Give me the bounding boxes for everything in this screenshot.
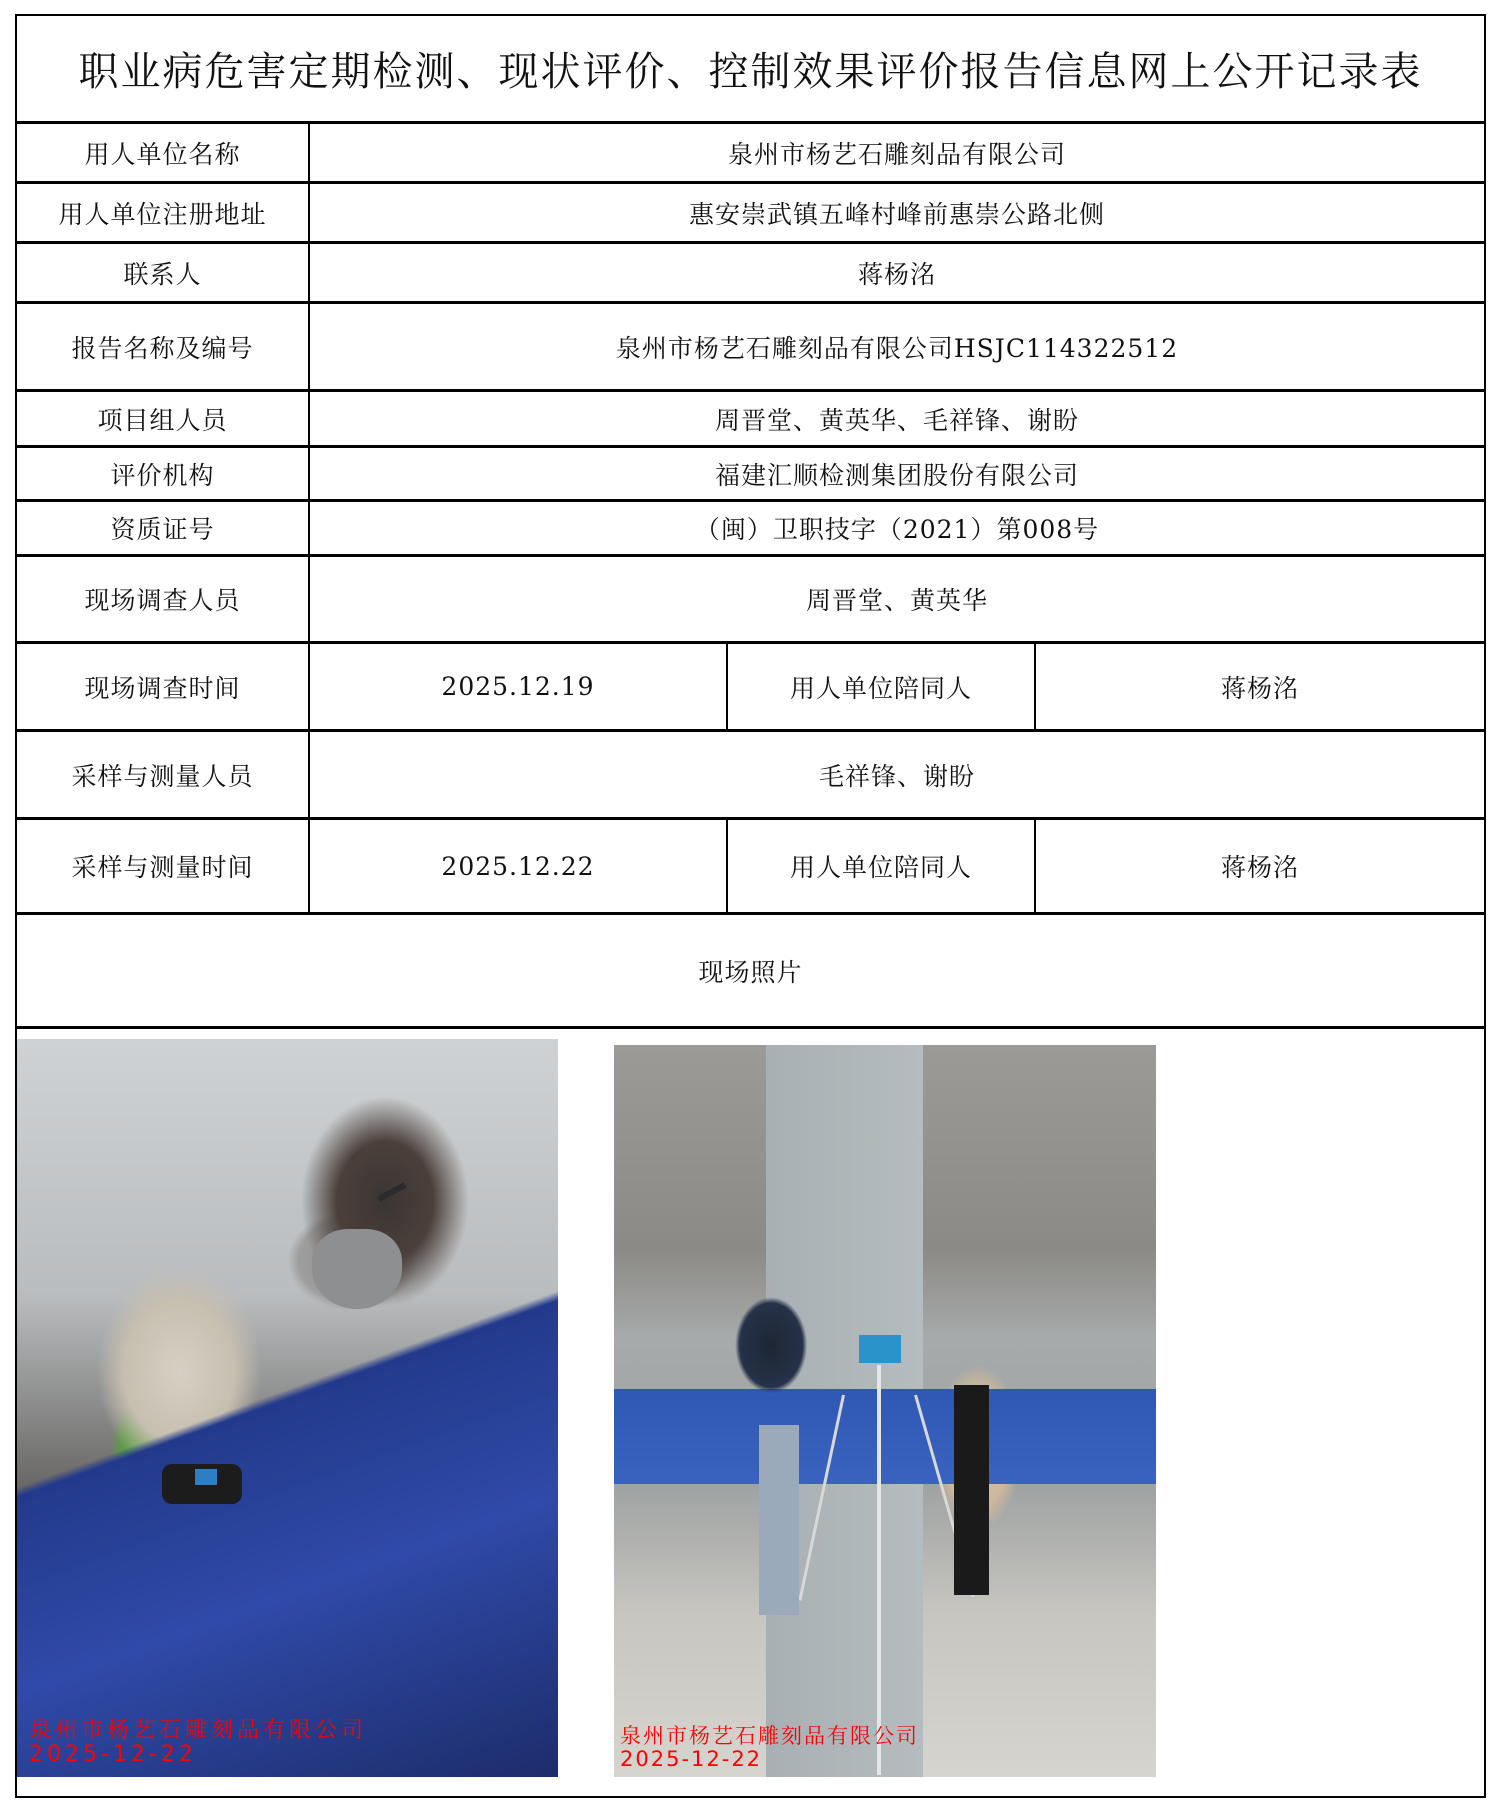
- photo-1-watermark-date: 2025-12-22: [29, 1741, 197, 1767]
- sampling-accompany-label: 用人单位陪同人: [728, 820, 1036, 912]
- site-survey-time-label: 现场调查时间: [17, 644, 310, 729]
- contact-person-value: 蒋杨洺: [857, 259, 936, 289]
- row-qualification-number: [17, 502, 1484, 557]
- employer-address-label: 用人单位注册地址: [17, 184, 310, 241]
- sampling-staff-value: 毛祥锋、谢盼: [818, 761, 975, 791]
- report-name-number-label: 报告名称及编号: [17, 304, 310, 389]
- photos-area: [17, 1029, 1484, 1778]
- report-name-number-value: 泉州市杨艺石雕刻品有限公司HSJC114322512: [615, 333, 1179, 363]
- row-site-survey-time: [17, 644, 1484, 732]
- site-survey-staff-value: 周晋堂、黄英华: [805, 586, 988, 615]
- row-photos-heading: [17, 915, 1484, 1029]
- sampling-time-label: 采样与测量时间: [17, 820, 310, 912]
- title-row: [17, 16, 1484, 124]
- meter-screen-shape: [195, 1469, 217, 1485]
- row-sampling-staff: [17, 732, 1484, 820]
- site-photo-1: [17, 1039, 558, 1777]
- site-survey-time-value: 2025.12.19: [310, 644, 728, 729]
- row-contact-person: [17, 244, 1484, 304]
- employer-address-value: 惠安崇武镇五峰村峰前惠崇公路北侧: [688, 199, 1105, 229]
- project-team-value: 周晋堂、黄英华、毛祥锋、谢盼: [714, 405, 1079, 435]
- row-employer-name: [17, 124, 1484, 184]
- technician-jeans-shape: [759, 1425, 799, 1615]
- qualification-number-value: （闽）卫职技字（2021）第008号: [694, 515, 1100, 544]
- photos-heading: 现场照片: [698, 957, 803, 987]
- qualification-number-label: 资质证号: [17, 502, 310, 554]
- glasses-shape: [377, 1182, 406, 1201]
- photo-1-watermark: [29, 1719, 367, 1767]
- sampling-time-value: 2025.12.22: [310, 820, 728, 912]
- photo-2-watermark-company: 泉州市杨艺石雕刻品有限公司: [620, 1723, 919, 1748]
- evaluation-agency-label: 评价机构: [17, 448, 310, 499]
- row-evaluation-agency: [17, 448, 1484, 502]
- worker-trousers-shape: [954, 1385, 989, 1595]
- sampler-device-shape: [859, 1335, 901, 1363]
- employer-name-label: 用人单位名称: [17, 124, 310, 181]
- sampling-staff-label: 采样与测量人员: [17, 732, 310, 817]
- photo-1-watermark-company: 泉州市杨艺石雕刻品有限公司: [29, 1717, 368, 1743]
- photo-2-watermark: [620, 1725, 919, 1771]
- site-photo-2: [614, 1045, 1156, 1777]
- photo-2-watermark-date: 2025-12-22: [620, 1746, 763, 1771]
- document-title: 职业病危害定期检测、现状评价、控制效果评价报告信息网上公开记录表: [78, 49, 1423, 95]
- contact-person-label: 联系人: [17, 244, 310, 301]
- row-employer-address: [17, 184, 1484, 244]
- row-site-survey-staff: [17, 557, 1484, 644]
- tripod-center-leg: [877, 1365, 881, 1775]
- project-team-label: 项目组人员: [17, 392, 310, 445]
- face-mask-shape: [312, 1229, 402, 1309]
- site-survey-accompany-label: 用人单位陪同人: [728, 644, 1036, 729]
- site-survey-staff-label: 现场调查人员: [17, 557, 310, 641]
- tripod-left-leg: [798, 1395, 845, 1601]
- row-report-name-number: [17, 304, 1484, 392]
- row-project-team: [17, 392, 1484, 448]
- site-survey-accompany-value: 蒋杨洺: [1220, 673, 1299, 703]
- sampling-accompany-value: 蒋杨洺: [1220, 853, 1299, 882]
- evaluation-agency-value: 福建汇顺检测集团股份有限公司: [714, 460, 1079, 490]
- employer-name-value: 泉州市杨艺石雕刻品有限公司: [727, 139, 1066, 169]
- record-table: [15, 14, 1486, 1798]
- row-sampling-time: [17, 820, 1484, 915]
